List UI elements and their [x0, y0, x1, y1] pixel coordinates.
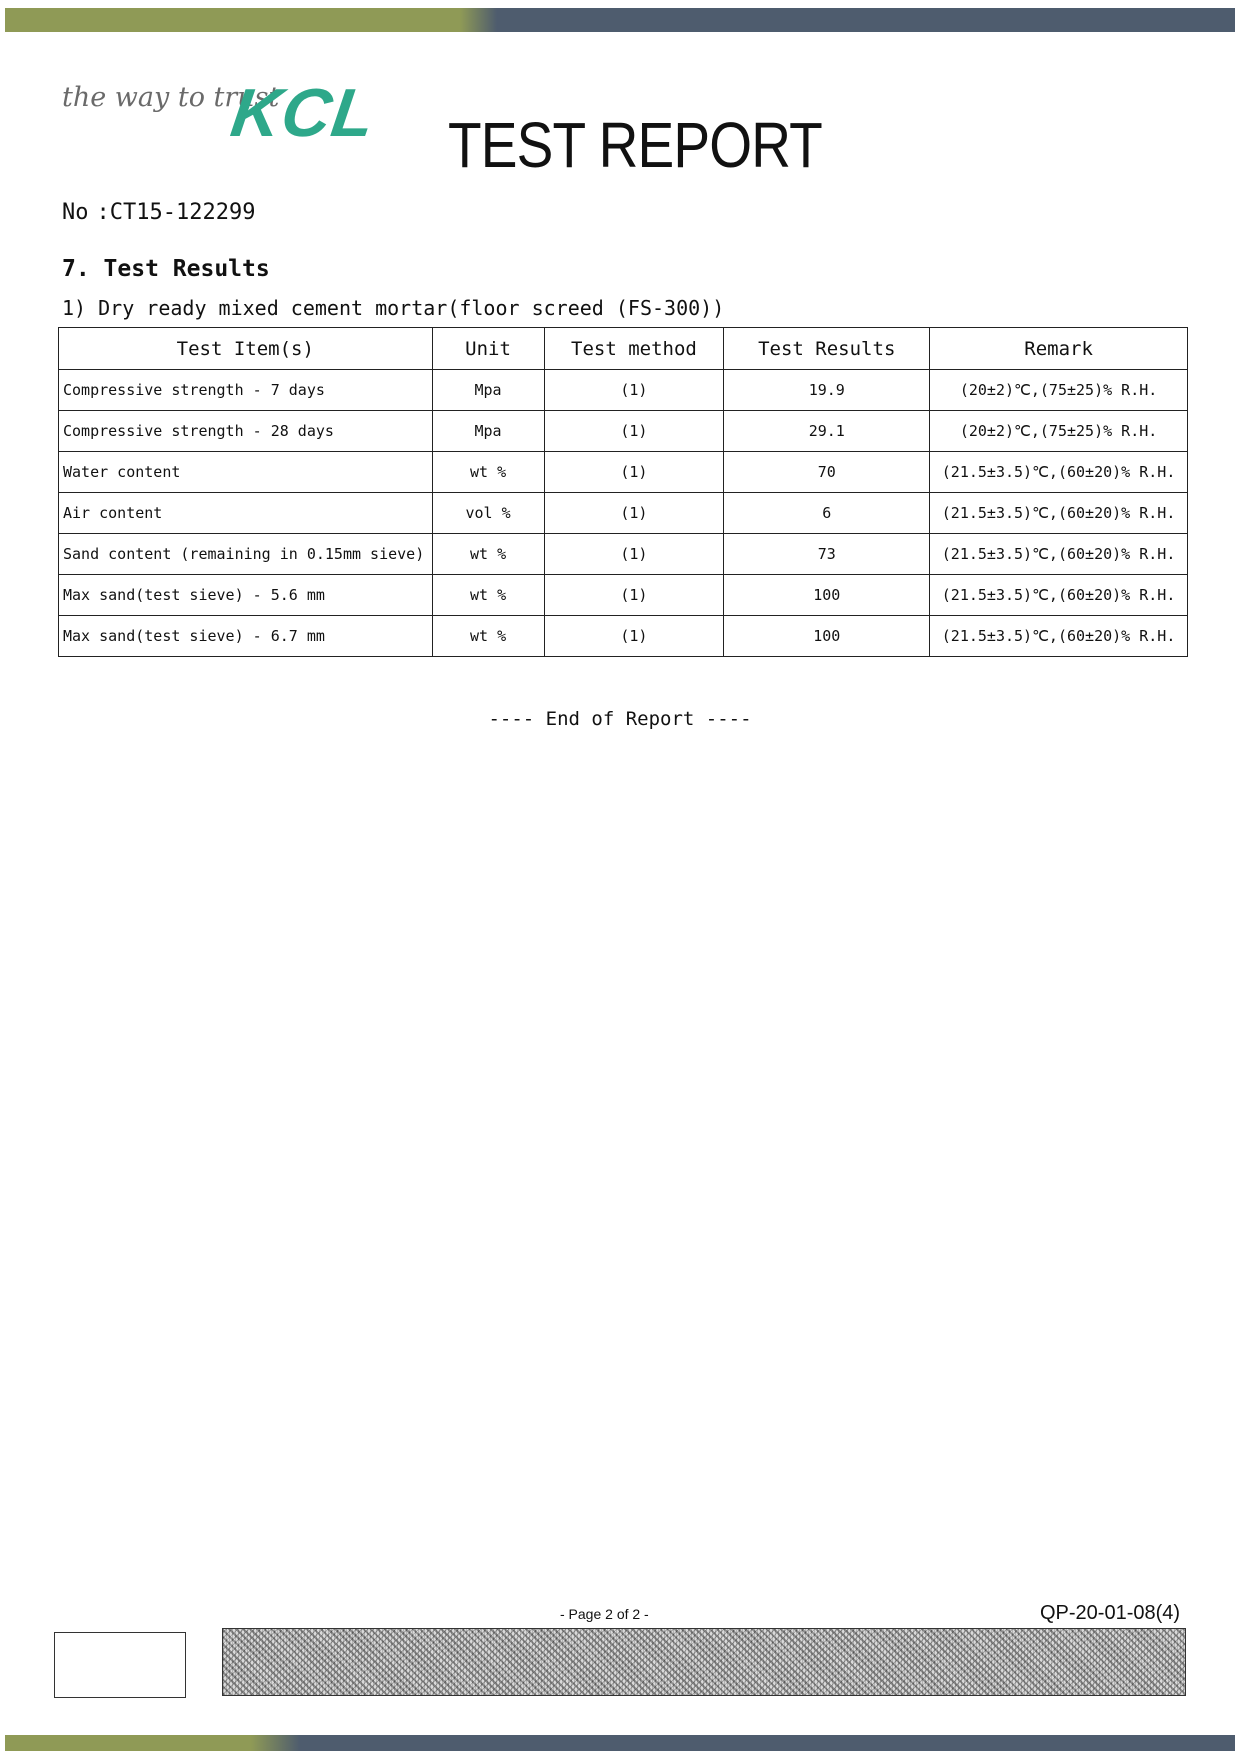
header-unit: Unit — [432, 328, 544, 370]
report-title: TEST REPORT — [448, 109, 822, 181]
cell-test-result: 29.1 — [724, 411, 930, 452]
table-row — [59, 452, 1188, 493]
cell-test-item: Compressive strength - 7 days — [59, 370, 433, 411]
cell-test-result: 100 — [724, 575, 930, 616]
kcl-logo-text: KCL — [226, 75, 381, 151]
subsection-title: 1) Dry ready mixed cement mortar(floor screed (FS-300)) — [62, 296, 725, 320]
cell-test-method: (1) — [544, 534, 724, 575]
header-remark: Remark — [930, 328, 1188, 370]
table-row — [59, 575, 1188, 616]
cell-unit: Mpa — [432, 411, 544, 452]
form-code: QP-20-01-08(4) — [1040, 1602, 1181, 1624]
company-tagline: the way to trust — [62, 82, 280, 113]
cell-test-item: Max sand(test sieve) - 5.6 mm — [59, 575, 433, 616]
cell-unit: wt % — [432, 616, 544, 657]
cell-test-result: 100 — [724, 616, 930, 657]
end-of-report: ---- End of Report ---- — [488, 708, 752, 730]
cell-test-method: (1) — [544, 370, 724, 411]
report-number — [62, 200, 255, 225]
table-header-row — [59, 328, 1188, 370]
cell-test-method: (1) — [544, 493, 724, 534]
cell-test-result: 70 — [724, 452, 930, 493]
test-results-table — [58, 327, 1188, 657]
cell-unit: wt % — [432, 534, 544, 575]
cell-unit: vol % — [432, 493, 544, 534]
security-pattern-band — [222, 1628, 1186, 1696]
cell-test-item: Sand content (remaining in 0.15mm sieve) — [59, 534, 433, 575]
cell-remark: (20±2)℃,(75±25)% R.H. — [930, 411, 1188, 452]
cell-unit: wt % — [432, 452, 544, 493]
header-color-band — [5, 8, 1235, 32]
cell-unit: wt % — [432, 575, 544, 616]
cell-remark: (21.5±3.5)℃,(60±20)% R.H. — [930, 452, 1188, 493]
stamp-box — [54, 1632, 186, 1698]
cell-remark: (21.5±3.5)℃,(60±20)% R.H. — [930, 493, 1188, 534]
cell-remark: (21.5±3.5)℃,(60±20)% R.H. — [930, 575, 1188, 616]
cell-test-method: (1) — [544, 616, 724, 657]
report-number-value: :CT15-122299 — [96, 200, 256, 225]
cell-test-method: (1) — [544, 411, 724, 452]
table-row — [59, 370, 1188, 411]
header-test-results: Test Results — [724, 328, 930, 370]
cell-unit: Mpa — [432, 370, 544, 411]
cell-test-item: Air content — [59, 493, 433, 534]
cell-test-method: (1) — [544, 575, 724, 616]
cell-test-result: 73 — [724, 534, 930, 575]
header-test-method: Test method — [544, 328, 724, 370]
page-number: - Page 2 of 2 - — [560, 1606, 649, 1622]
table-row — [59, 493, 1188, 534]
cell-remark: (21.5±3.5)℃,(60±20)% R.H. — [930, 534, 1188, 575]
table-row — [59, 534, 1188, 575]
table-row — [59, 411, 1188, 452]
header-test-items: Test Item(s) — [59, 328, 433, 370]
section-title: 7. Test Results — [62, 256, 270, 282]
report-number-label: No — [62, 200, 89, 225]
cell-test-item: Max sand(test sieve) - 6.7 mm — [59, 616, 433, 657]
cell-test-result: 19.9 — [724, 370, 930, 411]
cell-remark: (20±2)℃,(75±25)% R.H. — [930, 370, 1188, 411]
table-row — [59, 616, 1188, 657]
cell-test-result: 6 — [724, 493, 930, 534]
cell-test-item: Compressive strength - 28 days — [59, 411, 433, 452]
cell-test-item: Water content — [59, 452, 433, 493]
cell-test-method: (1) — [544, 452, 724, 493]
footer-color-band — [5, 1735, 1235, 1751]
cell-remark: (21.5±3.5)℃,(60±20)% R.H. — [930, 616, 1188, 657]
kcl-logo — [227, 74, 381, 152]
